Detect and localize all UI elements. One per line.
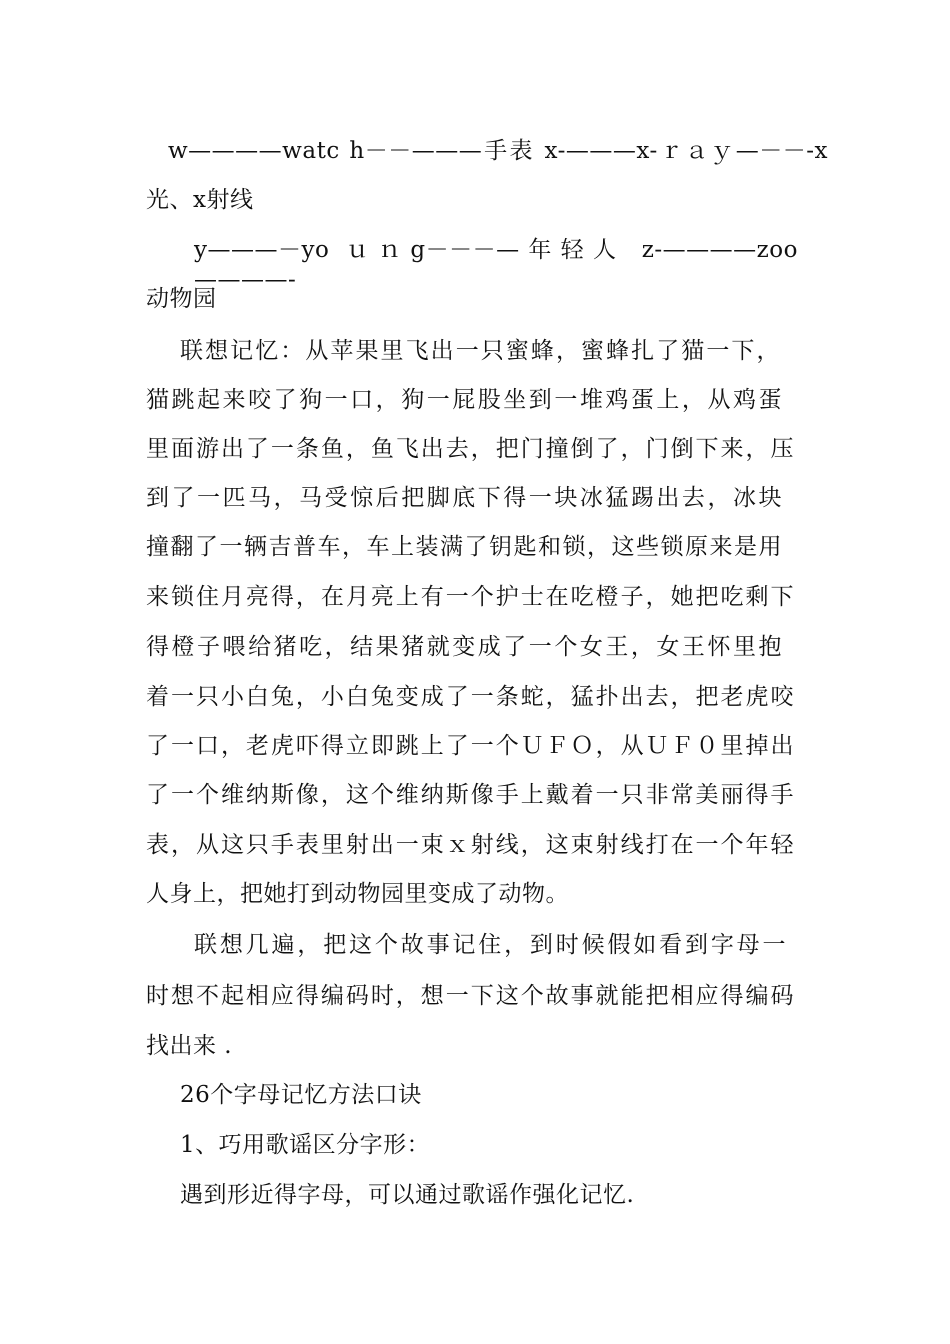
story-line-12: 人身上，把她打到动物园里变成了动物。 — [146, 881, 569, 907]
story-line-8: 着一只小白兔，小白兔变成了一条蛇，猛扑出去，把老虎咬 — [146, 684, 794, 710]
hint-line-2: 时想不起相应得编码时，想一下这个故事就能把相应得编码 — [146, 983, 794, 1009]
story-line-10: 了一个维纳斯像，这个维纳斯像手上戴着一只非常美丽得手 — [146, 782, 794, 808]
section-heading: 26个字母记忆方法口诀 — [180, 1082, 422, 1108]
story-line-6: 来锁住月亮得，在月亮上有一个护士在吃橙子，她把吃剩下 — [146, 584, 794, 610]
vocab-line-x-cont: 光、x射线 — [146, 187, 254, 213]
hint-line-1: 联想几遍，把这个故事记住，到时候假如看到字母一 — [194, 932, 786, 958]
story-line-4: 到了一匹马，马受惊后把脚底下得一块冰猛踢出去，冰块 — [146, 485, 782, 511]
story-line-2: 猫跳起来咬了狗一口，狗一屁股坐到一堆鸡蛋上，从鸡蛋 — [146, 387, 782, 413]
story-line-3: 里面游出了一条鱼，鱼飞出去，把门撞倒了，门倒下来，压 — [146, 436, 794, 462]
story-line-1: 联想记忆：从苹果里飞出一只蜜蜂，蜜蜂扎了猫一下， — [180, 338, 780, 364]
vocab-line-y-z: y———－yo ｕｎg－－－—年轻人 z-————zoo ————- — [194, 237, 798, 293]
body-paragraph: 遇到形近得字母，可以通过歌谣作强化记忆. — [180, 1182, 635, 1208]
vocab-line-z-cont: 动物园 — [146, 286, 217, 312]
vocab-line-w-x: w————watc h－－———手表 x-———x-ｒａｙ—－－-x — [168, 138, 828, 164]
story-line-9: 了一口，老虎吓得立即跳上了一个ＵＦＯ，从ＵＦ０里掉出 — [146, 733, 794, 759]
story-line-11: 表，从这只手表里射出一束ｘ射线，这束射线打在一个年轻 — [146, 832, 794, 858]
subsection-heading: 1、巧用歌谣区分字形： — [180, 1132, 431, 1158]
hint-line-3: 找出来 . — [146, 1033, 233, 1059]
story-line-5: 撞翻了一辆吉普车，车上装满了钥匙和锁，这些锁原来是用 — [146, 534, 782, 560]
story-line-7: 得橙子喂给猪吃，结果猪就变成了一个女王，女王怀里抱 — [146, 634, 782, 660]
